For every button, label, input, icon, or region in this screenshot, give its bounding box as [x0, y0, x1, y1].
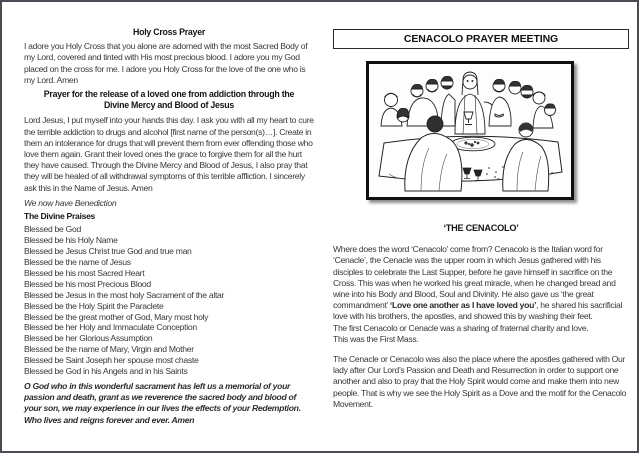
meeting-title-box — [333, 29, 629, 49]
heading-release-prayer — [24, 89, 314, 111]
praise-line: Blessed be his most Sacred Heart — [24, 267, 145, 278]
heading-holy-cross-prayer: Holy Cross Prayer — [132, 27, 206, 37]
praise-line: Blessed be God in his Angels and in his Saints — [24, 366, 188, 377]
last-supper-image — [366, 61, 574, 200]
origin-text-tail: , he shared his sacrificial love with his brothers, the apostles, and showed this by washing their feet. — [333, 300, 623, 322]
praise-line: Blessed be her Holy and Immaculate Conception — [24, 322, 197, 333]
praise-line: Blessed be the great mother of God, Mary most holy — [24, 311, 209, 322]
heading-release-line2: Divine Mercy and Blood of Jesus — [103, 100, 235, 111]
praise-line: Blessed be the name of Mary, Virgin and Mother — [24, 344, 194, 355]
closing-prayer: O God who in this wonderful sacrament has left us a memorial of your passion and death, grant as we reverence the sacred body and blood of your son, we may experience in our lives the effects of your Redemption. Who lives and reigns forever and ever. Amen — [24, 380, 301, 425]
praise-line: Blessed be God — [24, 224, 81, 235]
divine-praises-title: The Divine Praises — [24, 211, 96, 222]
praise-line: Blessed be the Holy Spirit the Paraclete — [24, 300, 164, 311]
praise-line: Blessed be her Glorious Assumption — [24, 333, 153, 344]
praise-line: Blessed be the name of Jesus — [24, 256, 131, 267]
origin-line-first-mass: This was the First Mass. — [333, 333, 419, 344]
origin-text-lead: Where does the word ‘Cenacolo’ come from? Cenacolo is the Italian word for ‘Cenacle’, the Cenacle was the upper room in which Jesus gathered with his disciples to celebrate the Last Supper, before he gave himself in sacrifice on the Cross. This was when he worked his great miracle, when he changed bread and wine into his Body and Blood, Soul and Divinity. He also gave us ‘the great commandment’ — [333, 244, 616, 311]
paragraph-cenacolo-origin — [333, 244, 629, 345]
praise-line: Blessed be his most Precious Blood — [24, 278, 151, 289]
praise-line: Blessed be his Holy Name — [24, 235, 118, 246]
paragraph-holy-cross: I adore you Holy Cross that you alone are adorned with the most Sacred Body of my Lord, covered and tinted with His most precious blood. I adore you my God placed on the cross for me. I adore you Holy Cross for the love of the one who is my Lord. Amen — [24, 41, 308, 85]
benediction-note: We now have Benediction — [24, 197, 117, 208]
meeting-title: CENACOLO PRAYER MEETING — [403, 33, 559, 45]
last-supper-drawing-icon — [369, 64, 571, 197]
paragraph-release-prayer: Lord Jesus, I put myself into your hands this day. I ask you with all my heart to cure the terrible addiction to drugs and alcohol [first name of the person(s)…]. Create in them an intolerance for drugs that will prevent them from ever offending those who love them again. Grant their loved ones the grace to forgive them for all the hurt they have caused. Through the Divine Mercy and Blood of Jesus, I also pray that they will be healed of all withdrawal symptoms of this terrible affliction. I sincerely ask this in the Name of Jesus. Amen — [24, 115, 314, 193]
origin-line-first-cenacolo: The first Cenacolo or Cenacle was a sharing of fraternal charity and love. — [333, 322, 589, 333]
page-left — [24, 2, 314, 426]
paragraph-cenacolo-gathering: The Cenacle or Cenacolo was also the place where the apostles gathered with Our lady after Our Lord’s Passion and Death and Resurrection in order to support one another and also to pray that the Holy Spirit would come and make them into new people. That is why we see the Holy Spirit as a Dove and the motif for the Cenacolo Movement. — [333, 354, 627, 409]
praise-line: Blessed be Jesus in the most holy Sacrament of the altar — [24, 289, 225, 300]
divine-praises-list — [24, 224, 314, 377]
heading-the-cenacolo: ‘THE CENACOLO’ — [443, 223, 519, 233]
heading-release-line1: Prayer for the release of a loved one from addiction through the — [43, 89, 295, 100]
page-right — [333, 2, 629, 410]
commandment-quote: ‘Love one another as I have loved you’ — [389, 300, 537, 311]
praise-line: Blessed be Saint Joseph her spouse most chaste — [24, 355, 199, 366]
praise-line: Blessed be Jesus Christ true God and true man — [24, 246, 192, 257]
